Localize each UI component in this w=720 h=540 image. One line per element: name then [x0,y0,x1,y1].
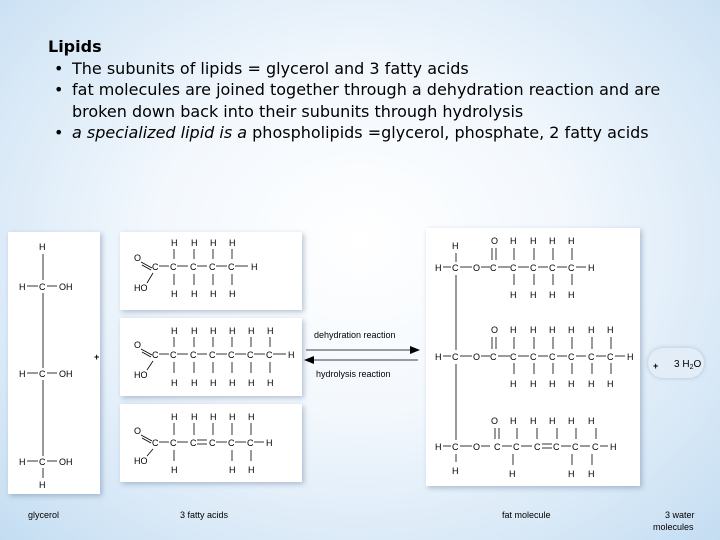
atom-c: C [452,352,459,362]
atom-o: O [473,263,481,273]
atom-h: H [210,378,217,388]
atom-oh: OH [59,457,73,467]
bullet-phospholipid-italic: a specialized lipid is a [72,123,248,142]
atom-h: H [588,263,595,273]
atom-c: C [170,438,177,448]
atom-h: H [530,416,537,426]
atom-h: H [452,466,459,476]
atom-c: C [549,352,556,362]
bond [147,449,153,456]
atom-c: C [152,262,159,272]
double-bond [142,352,151,357]
atom-h: H [191,412,198,422]
atom-c: C [452,263,459,273]
atom-h: H [288,350,295,360]
atom-h: H [171,238,178,248]
atom-c: C [553,442,560,452]
atom-h: H [19,282,26,292]
atom-h: H [210,326,217,336]
fatty-acids-label: 3 fatty acids [180,510,229,520]
bullet-phospholipid-text: phospholipids =glycerol, phosphate, 2 fatty acids [247,123,649,142]
atom-h: H [191,326,198,336]
atom-c: C [568,352,575,362]
atom-h: H [191,289,198,299]
atom-h: H [191,238,198,248]
atom-h: H [19,457,26,467]
fat-molecule-label: fat molecule [502,510,551,520]
atom-h: H [568,236,575,246]
atom-c: C [209,350,216,360]
atom-h: H [266,438,273,448]
double-bond [142,265,151,270]
atom-c: C [228,438,235,448]
atom-c: C [228,262,235,272]
atom-c: C [247,438,254,448]
atom-c: C [549,263,556,273]
fatty-acid-1 [134,238,258,299]
atom-c: C [209,262,216,272]
reverse-arrowhead [304,356,314,364]
atom-h: H [251,262,258,272]
atom-c: C [170,350,177,360]
atom-c: C [152,438,159,448]
atom-h: H [39,242,46,252]
glycerol-structure [19,242,73,490]
atom-c: C [607,352,614,362]
atom-h: H [191,378,198,388]
atom-h: H [588,416,595,426]
atom-h: H [549,416,556,426]
water-formula-oxygen: O [693,359,702,370]
atom-h: H [568,469,575,479]
atom-h: H [229,326,236,336]
slide-title: Lipids [48,37,102,56]
hydrolysis-label: hydrolysis reaction [316,369,391,379]
atom-h: H [267,326,274,336]
water-formula [674,359,701,371]
atom-c: C [513,442,520,452]
atom-h: H [452,241,459,251]
atom-h: H [210,289,217,299]
atom-h: H [568,290,575,300]
double-bond [142,438,151,443]
atom-oh: OH [59,369,73,379]
atom-c: C [190,262,197,272]
atom-c: C [190,438,197,448]
atom-h: H [229,289,236,299]
forward-arrowhead [410,346,420,354]
atom-h: H [568,325,575,335]
bullet-subunits: • The subunits of lipids = glycerol and 3 fatty acids [48,58,688,80]
atom-h: H [248,326,255,336]
atom-c: C [530,352,537,362]
atom-h: H [530,379,537,389]
atom-h: H [248,465,255,475]
atom-o: O [491,416,499,426]
atom-h: H [171,326,178,336]
atom-c: C [490,352,497,362]
atom-c: C [490,263,497,273]
atom-c: C [572,442,579,452]
atom-h: H [510,236,517,246]
atom-h: H [248,412,255,422]
atom-h: H [530,236,537,246]
atom-h: H [435,263,442,273]
atom-o: O [134,253,142,263]
bullet-dehydration: • fat molecules are joined together through a dehydration reaction and are broken down back into their subunits through hydrolysis [48,79,688,122]
atom-c: C [39,369,46,379]
glycerol-label: glycerol [28,510,60,520]
atom-c: C [170,262,177,272]
atom-h: H [171,412,178,422]
atom-h: H [210,412,217,422]
atom-ho: HO [134,456,148,466]
atom-c: C [452,442,459,452]
atom-h: H [510,290,517,300]
reaction-arrows [304,330,420,379]
atom-o: O [491,325,499,335]
atom-o: O [473,352,481,362]
atom-ho: HO [134,283,148,293]
atom-h: H [229,378,236,388]
atom-o: O [134,426,142,436]
atom-h: H [171,465,178,475]
atom-h: H [549,236,556,246]
atom-h: H [19,369,26,379]
dehydration-label: dehydration reaction [314,330,396,340]
atom-c: C [247,350,254,360]
atom-h: H [607,325,614,335]
plus-sign: + [94,352,100,362]
atom-c: C [209,438,216,448]
atom-h: H [568,379,575,389]
atom-c: C [510,263,517,273]
atom-h: H [510,325,517,335]
atom-o: O [473,442,481,452]
fat-molecule-structure [435,236,634,479]
atom-c: C [39,457,46,467]
atom-c: C [494,442,501,452]
atom-c: C [266,350,273,360]
atom-c: C [534,442,541,452]
atom-h: H [229,238,236,248]
atom-c: C [588,352,595,362]
atom-h: H [435,442,442,452]
atom-h: H [588,325,595,335]
atom-h: H [39,480,46,490]
atom-h: H [530,325,537,335]
atom-oh: OH [59,282,73,292]
atom-c: C [510,352,517,362]
atom-h: H [549,290,556,300]
water-label-line1: 3 water [665,510,695,520]
atom-c: C [152,350,159,360]
atom-h: H [267,378,274,388]
atom-ho: HO [134,370,148,380]
water-formula-subscript: 2 [689,364,694,371]
atom-h: H [510,379,517,389]
atom-h: H [607,379,614,389]
atom-c: C [530,263,537,273]
atom-c: C [190,350,197,360]
bond [147,273,153,283]
atom-h: H [530,290,537,300]
atom-h: H [610,442,617,452]
atom-h: H [588,379,595,389]
atom-h: H [627,352,634,362]
atom-o: O [134,340,142,350]
atom-o: O [491,236,499,246]
atom-h: H [549,325,556,335]
atom-c: C [39,282,46,292]
water-formula-main: 3 H [674,359,690,370]
atom-c: C [568,263,575,273]
atom-h: H [171,378,178,388]
atom-h: H [248,378,255,388]
atom-c: C [228,350,235,360]
atom-c: C [592,442,599,452]
atom-h: H [509,469,516,479]
fatty-acid-2 [134,326,295,388]
fatty-acid-3 [134,412,273,475]
atom-h: H [435,352,442,362]
atom-h: H [229,465,236,475]
atom-h: H [568,416,575,426]
atom-h: H [588,469,595,479]
atom-h: H [171,289,178,299]
atom-h: H [229,412,236,422]
plus-sign: + [653,361,659,371]
water-label-line2: molecules [653,522,694,532]
bond [147,361,153,370]
atom-h: H [510,416,517,426]
atom-h: H [210,238,217,248]
atom-h: H [549,379,556,389]
